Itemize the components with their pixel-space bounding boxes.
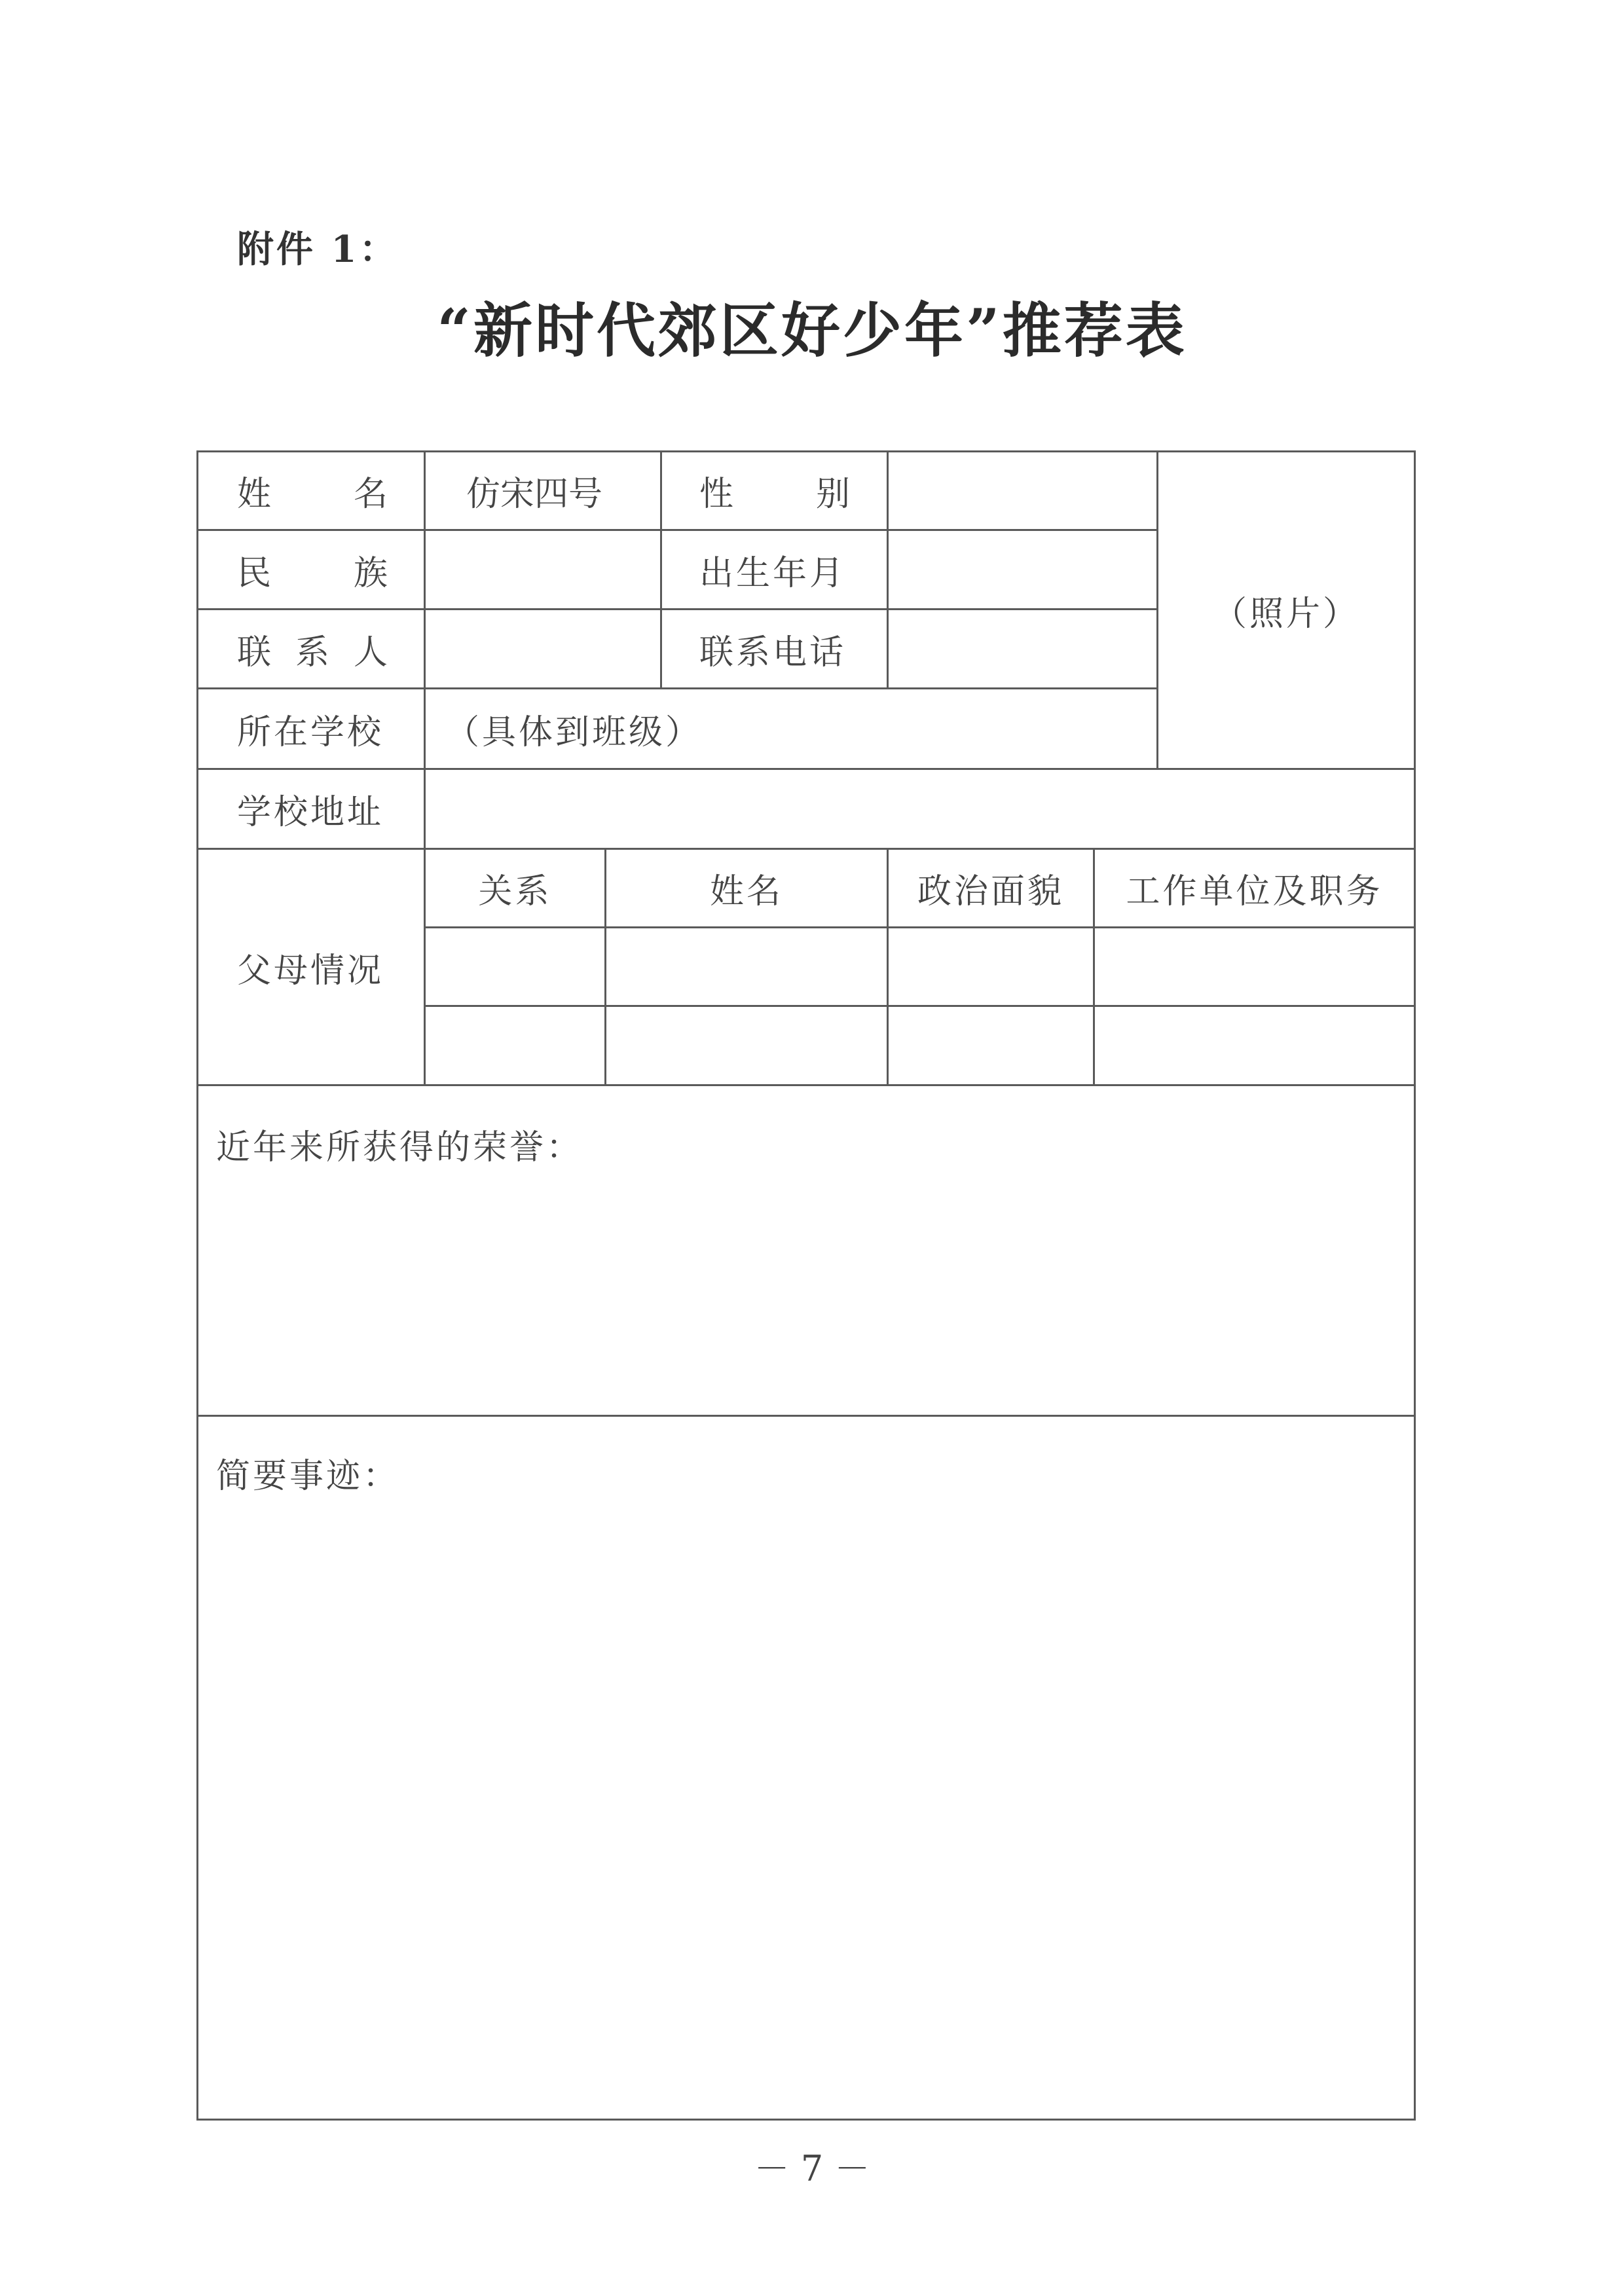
- school-value[interactable]: （具体到班级）: [445, 712, 703, 752]
- contact-field[interactable]: [426, 610, 660, 687]
- deeds-field[interactable]: [198, 1506, 1414, 2117]
- parent-2-name[interactable]: [606, 1007, 887, 1084]
- parents-header-name: 姓名: [709, 872, 783, 911]
- birth-label: 出生年月: [699, 553, 847, 593]
- parent-2-relation[interactable]: [426, 1007, 604, 1084]
- table-border-bottom: [196, 2119, 1416, 2121]
- ethnicity-field[interactable]: [426, 531, 660, 608]
- school-label: 所在学校: [237, 712, 384, 752]
- parent-1-political[interactable]: [889, 928, 1093, 1005]
- honors-field[interactable]: [198, 1178, 1414, 1413]
- attachment-label: 附件 1：: [237, 228, 399, 271]
- ethnicity-label: 民 族: [237, 553, 388, 593]
- form-title: “新时代郊区好少年”推荐表: [437, 296, 1187, 365]
- row-line: [196, 1084, 1416, 1086]
- parents-label: 父母情况: [237, 951, 384, 991]
- col-line: [660, 450, 662, 687]
- gender-field[interactable]: [889, 452, 1156, 529]
- address-field[interactable]: [426, 770, 1414, 848]
- name-label: 姓 名: [237, 475, 388, 514]
- page-number: － 7 －: [754, 2148, 870, 2189]
- phone-label: 联系电话: [699, 632, 847, 672]
- parents-header-work: 工作单位及职务: [1126, 872, 1383, 911]
- parents-header-political: 政治面貌: [917, 872, 1064, 911]
- parent-2-political[interactable]: [889, 1007, 1093, 1084]
- birth-field[interactable]: [889, 531, 1156, 608]
- parent-1-work[interactable]: [1095, 928, 1414, 1005]
- phone-field[interactable]: [889, 610, 1156, 687]
- parent-2-work[interactable]: [1095, 1007, 1414, 1084]
- honors-label: 近年来所获得的荣誉：: [216, 1128, 583, 1167]
- address-label: 学校地址: [237, 793, 384, 832]
- contact-label: 联 系 人: [237, 632, 388, 672]
- deeds-label: 简要事迹：: [216, 1457, 400, 1496]
- photo-placeholder[interactable]: （照片）: [1212, 594, 1359, 634]
- row-line: [196, 1415, 1416, 1417]
- gender-label: 性 别: [699, 475, 850, 514]
- name-value[interactable]: 仿宋四号: [466, 475, 603, 514]
- parent-1-relation[interactable]: [426, 928, 604, 1005]
- parent-1-name[interactable]: [606, 928, 887, 1005]
- table-border-right: [1414, 450, 1416, 2121]
- parents-header-relation: 关系: [478, 872, 552, 911]
